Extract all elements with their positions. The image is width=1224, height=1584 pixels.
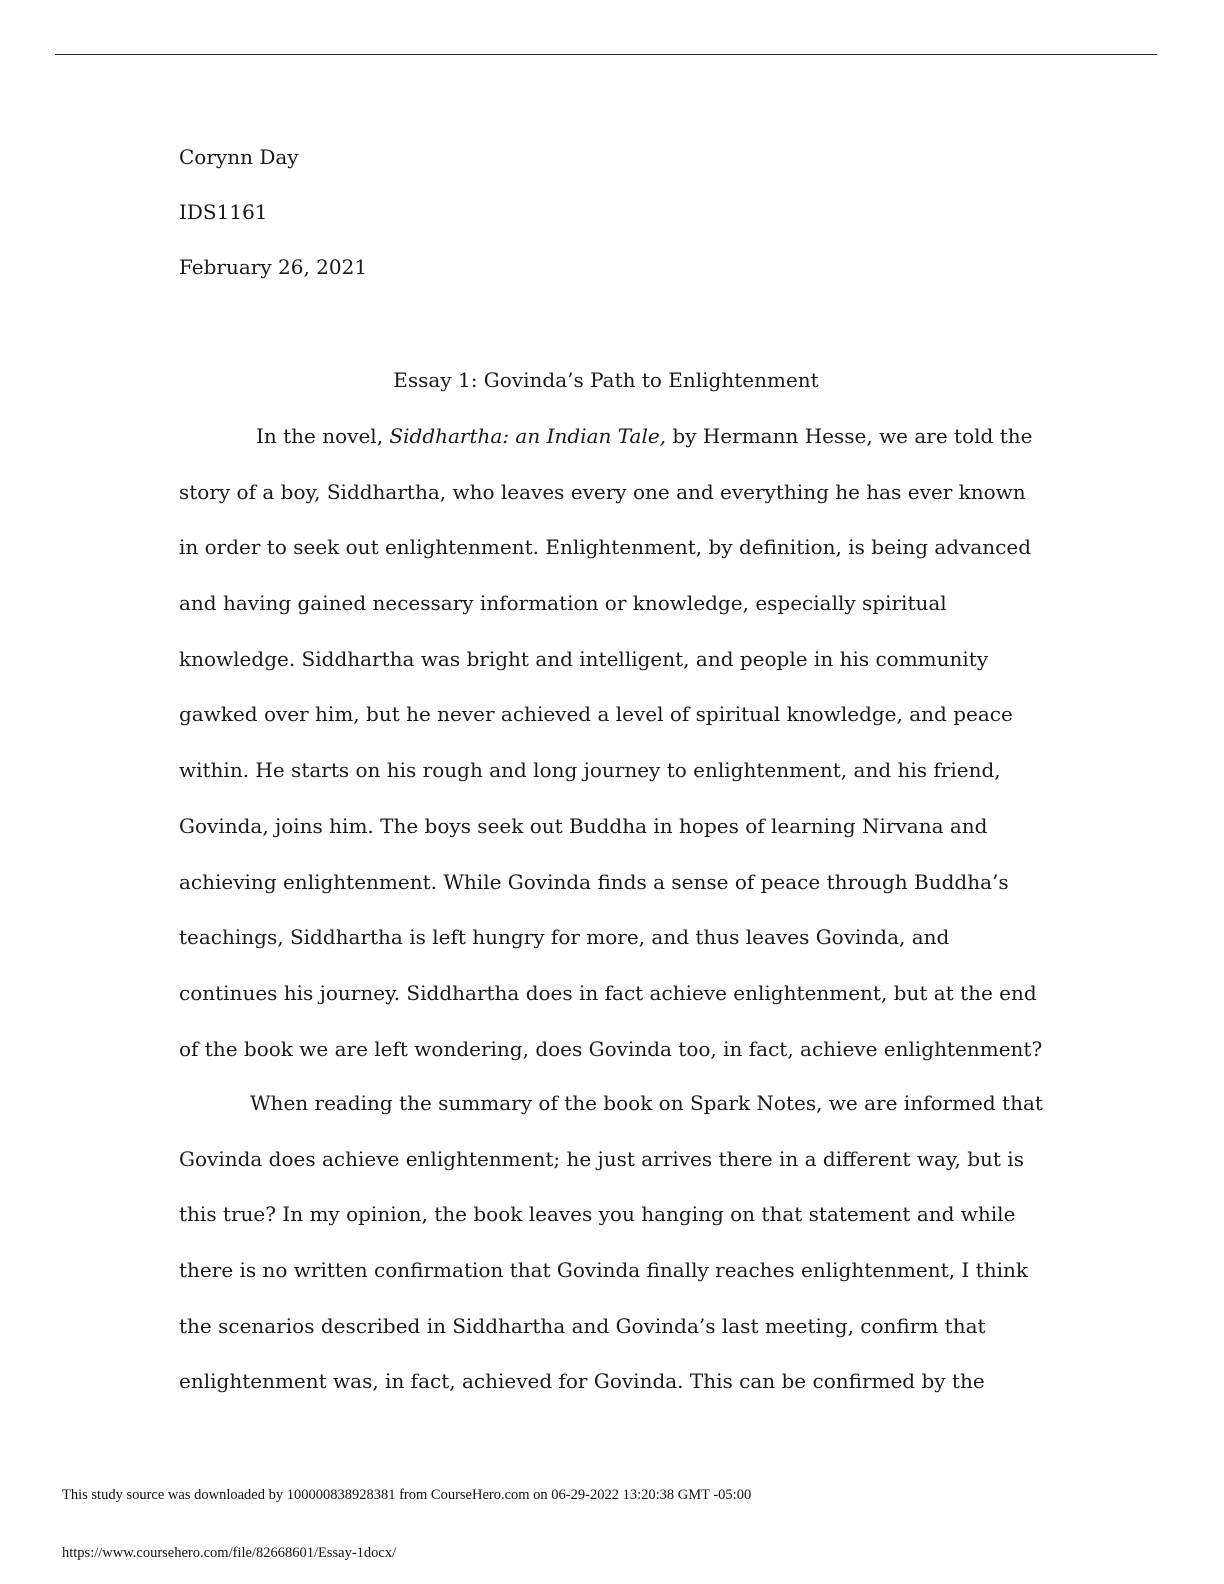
source-url: https://www.coursehero.com/file/82668601/Essay-1docx/: [62, 1545, 397, 1561]
line-text: by Hermann Hesse, we are told the: [666, 424, 1033, 448]
paragraph-line: of the book we are left wondering, does Govinda too, in fact, achieve enlightenment?: [179, 1036, 1043, 1061]
paragraph-2: [179, 1091, 1049, 1425]
paragraph-line: Govinda does achieve enlightenment; he just arrives there in a different way, but is: [179, 1146, 1024, 1171]
paragraph-line: this true? In my opinion, the book leaves you hanging on that statement and while: [179, 1202, 1016, 1227]
paragraph-line: achieving enlightenment. While Govinda finds a sense of peace through Buddha’s: [179, 869, 1009, 894]
download-source-notice: This study source was downloaded by 100000838928381 from CourseHero.com on 06-29-2022 13:20:38 GMT -05:00: [62, 1487, 752, 1503]
paragraph-line: knowledge. Siddhartha was bright and intelligent, and people in his community: [179, 646, 989, 671]
essay-date: February 26, 2021: [179, 255, 368, 279]
paragraph-line: in order to seek out enlightenment. Enlightenment, by definition, is being advanced: [179, 535, 1032, 560]
paragraph-1-line-1: [179, 424, 1049, 480]
paragraph-line: and having gained necessary information or knowledge, especially spiritual: [179, 591, 947, 616]
essay-title: Essay 1: Govinda’s Path to Enlightenment: [393, 368, 819, 392]
paragraph-line: story of a boy, Siddhartha, who leaves every one and everything he has ever known: [179, 479, 1026, 504]
line-text: In the novel,: [256, 424, 390, 448]
paragraph-line: Govinda, joins him. The boys seek out Buddha in hopes of learning Nirvana and: [179, 813, 988, 838]
paragraph-line: the scenarios described in Siddhartha and Govinda’s last meeting, confirm that: [179, 1313, 986, 1338]
paragraph-line: When reading the summary of the book on Spark Notes, we are informed that: [250, 1091, 1043, 1115]
top-rule: [55, 54, 1157, 55]
paragraph-line: enlightenment was, in fact, achieved for Govinda. This can be confirmed by the: [179, 1369, 985, 1394]
author-name: Corynn Day: [179, 145, 299, 169]
paragraph-line: gawked over him, but he never achieved a level of spiritual knowledge, and peace: [179, 702, 1013, 727]
book-title: Siddhartha: an Indian Tale,: [389, 424, 667, 448]
paragraph-line: within. He starts on his rough and long journey to enlightenment, and his friend,: [179, 758, 1001, 783]
course-code: IDS1161: [179, 200, 268, 224]
paragraph-line: there is no written confirmation that Govinda finally reaches enlightenment, I think: [179, 1258, 1028, 1283]
essay-header: [179, 145, 367, 310]
paragraph-1: [179, 424, 1049, 1092]
paragraph-line: teachings, Siddhartha is left hungry for more, and thus leaves Govinda, and: [179, 925, 950, 950]
paragraph-line: continues his journey. Siddhartha does in fact achieve enlightenment, but at the end: [179, 980, 1037, 1005]
